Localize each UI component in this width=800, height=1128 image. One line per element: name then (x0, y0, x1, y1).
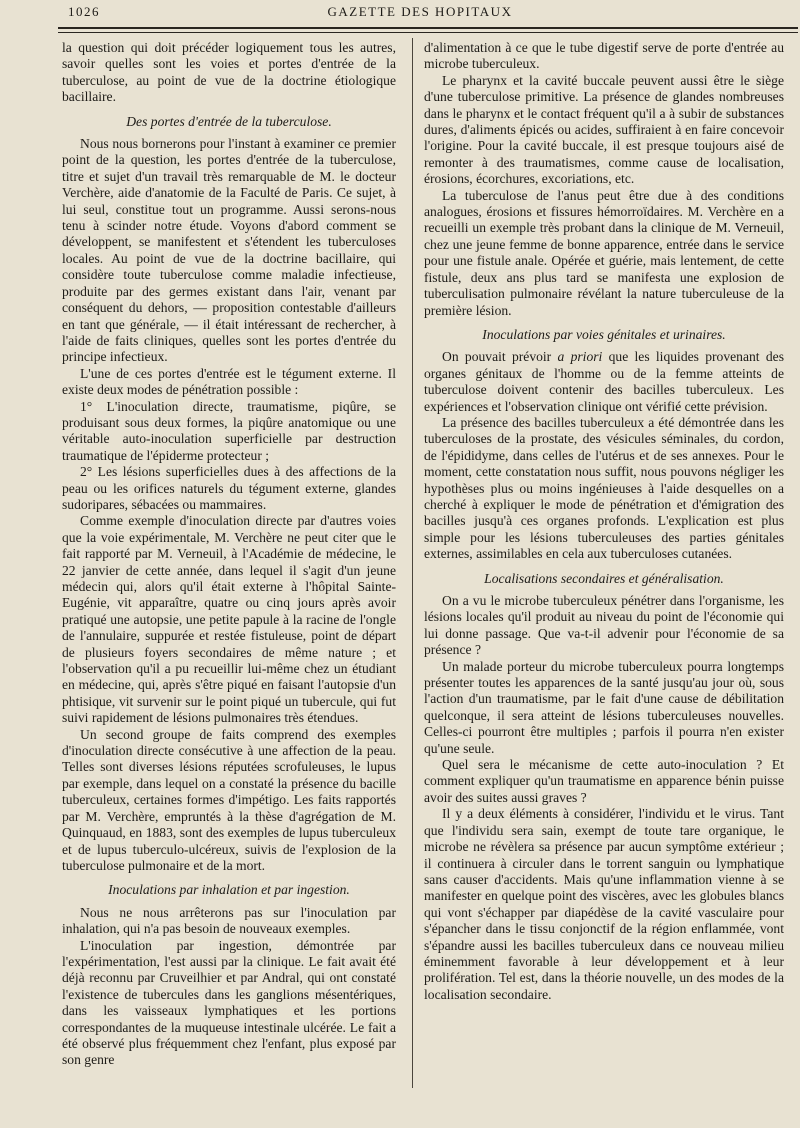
paragraph: La présence des bacilles tuberculeux a été démontrée dans les tuberculoses de la prostate, des vésicules séminales, du cordon, de l'épididyme, dans celles de l'utérus et de ses annexes. Pour le moment, cette constatation nous suffit, nous pouvons négliger les hypothèses plus ou moins ingénieuses à l'aide desquelles on a cherché à expliquer le mode de pénétration et d'émigration des bacilles jusqu'à ces organes profonds. L'explication est plus simple pour les lésions tuberculeuses des parties génitales externes, assimilables en cela aux tuberculoses cutanées. (424, 414, 784, 562)
section-heading: Localisations secondaires et généralisation. (484, 570, 724, 586)
text-run: que les liquides provenant des organes génitaux de l'homme ou de la femme atteints de tuberculose doivent contenir des bacilles tuberculeux. Les expériences et l'observation clinique ont vérifié cette prévision. (424, 349, 784, 414)
paragraph: Un malade porteur du microbe tuberculeux pourra longtemps présenter toutes les apparences de la santé jusqu'au jour où, sous l'action d'un traumatisme, par le fait d'une cause de débilitation quelconque, il sera atteint de lésions tuberculeuses nouvelles. Celles-ci pourront être multiples ; parfois il pourra n'en exister qu'une seule. (424, 658, 784, 756)
paragraph: 2° Les lésions superficielles dues à des affections de la peau ou les orifices naturels du tégument externe, glandes sudoripares, sébacées ou mammaires. (62, 464, 396, 512)
paragraph: Nous ne nous arrêterons pas sur l'inoculation par inhalation, qui n'a pas besoin de nouveaux exemples. (62, 904, 396, 937)
page-header (60, 2, 780, 26)
paragraph: On a vu le microbe tuberculeux pénétrer dans l'organisme, les lésions locales qu'il produit au niveau du point de l'économie qui lui donne passage. Que va-t-il advenir pour l'économie de sa présence ? (424, 593, 784, 658)
header-rule-thick (58, 27, 798, 29)
paragraph: Le pharynx et la cavité buccale peuvent aussi être le siège d'une tuberculose primitive. La présence de glandes nombreuses dans le pharynx et le contact fréquent qu'il a à subir de substances dures, d'aliments épicés ou acides, suffiraient à en faire concevoir l'origine. Pour la cavité buccale, il est presque toujours aisé de remonter à des traumatismes, comme cause de localisation, érosions, écorchures, excoriations, etc. (424, 72, 784, 187)
right-column (424, 40, 784, 1003)
paragraph: Comme exemple d'inoculation directe par d'autres voies que la voie expérimentale, M. Verchère ne peut citer que le fait rapporté par M. Verneuil, à l'Académie de médecine, le 22 janvier de cette année, dans lequel il s'agit d'un jeune médecin qui, alors qu'il était externe à l'hôpital Sainte-Eugénie, vit apparaître, quatre ou cinq jours après avoir pratiqué une autopsie, une petite papule à la racine de l'ongle de l'annulaire, suppurée et restée fistuleuse, point de départ de plusieurs foyers secondaires de même nature ; et l'observation qu'il a pu recueillir lui-même chez un étudiant en médecine, qui, après s'être piqué en faisant l'autopsie d'un phtisique, vit survenir sur le point piqué un tubercule, qui fut suivi rapidement de lésions pulmonaires très étendues. (62, 513, 396, 726)
section-heading: Inoculations par voies génitales et urinaires. (482, 326, 726, 342)
paragraph: 1° L'inoculation directe, traumatisme, piqûre, se produisant sous deux formes, la piqûre anatomique ou une véritable auto-inoculation superficielle par destruction traumatique de l'épiderme protecteur ; (62, 398, 396, 463)
paragraph: La tuberculose de l'anus peut être due à des conditions analogues, érosions et fissures hémorroïdaires. M. Verchère en a recueilli un exemple très probant dans la clinique de M. Verneuil, chez une jeune femme de bonne apparence, entrée dans le service pour une fistule anale. Opérée et guérie, mais lentement, de cette fistule, deux ans plus tard se manifesta une explosion de tuberculisation pulmonaire révélant la nature tuberculeuse de la première lésion. (424, 187, 784, 318)
section-heading: Inoculations par inhalation et par ingestion. (108, 882, 350, 898)
text-run: On pouvait prévoir (442, 349, 558, 365)
page-number: 1026 (68, 4, 100, 19)
paragraph: Il y a deux éléments à considérer, l'individu et le virus. Tant que l'individu sera sain, exempt de toute tare organique, le microbe ne révèlera sa présence par aucun symptôme extérieur ; il continuera à circuler dans le torrent sanguin ou lymphatique sans causer d'accidents. Mais qu'une inflammation vienne à se manifester en quelque point des viscères, avec les globules blancs qui vont s'échapper par diapédèse de la cavité vasculaire pour s'épancher dans le tissu conjonctif de la région enflammée, vont s'épandre aussi les bacilles tuberculeux dans ce nouveau milieu éminemment favorable à leur développement et à leur prolifération. Tel est, dans la théorie nouvelle, un des modes de la localisation secondaire. (424, 806, 784, 1002)
journal-title: GAZETTE DES HOPITAUX (327, 4, 513, 19)
paragraph: la question qui doit précéder logiquement tous les autres, savoir quelles sont les voies et portes d'entrée de la tuberculose, au point de vue de la doctrine étiologique bacillaire. (62, 40, 396, 105)
paragraph (424, 349, 784, 415)
paragraph: d'alimentation à ce que le tube digestif serve de porte d'entrée au microbe tuberculeux. (424, 40, 784, 72)
paragraph: Nous nous bornerons pour l'instant à examiner ce premier point de la question, les portes d'entrée de la tuberculose, titre et sujet d'un travail très remarquable de M. le docteur Verchère, aide d'anatomie de la Faculté de Paris. Ce sujet, à lui seul, constitue tout un programme. Aussi serons-nous tenu à scinder notre étude. Voyons d'abord comment se développent, se manifestent et s'étendent les tuberculoses locales. Au point de vue de la doctrine bacillaire, qui considère toute tuberculose comme maladie infectieuse, produite par des germes existant dans l'air, venant par conséquent du dehors, — proposition contestable d'ailleurs en tant que générale, — il était intéressant de rechercher, à l'aide de faits cliniques, quelles sont les portes d'entrée du principe infectieux. (62, 136, 396, 365)
paragraph: Quel sera le mécanisme de cette auto-inoculation ? Et comment expliquer qu'un traumatisme en apparence bénin puisse avoir des suites aussi graves ? (424, 757, 784, 805)
italic-term: a priori (557, 349, 603, 365)
header-rule-thin (58, 32, 798, 33)
paragraph: Un second groupe de faits comprend des exemples d'inoculation directe consécutive à une affection de la peau. Telles sont diverses lésions réputées scrofuleuses, le lupus par exemple, dans lequel on a constaté la présence du bacille tuberculeux, certaines formes d'impétigo. Les faits rapportés par M. Verchère, empruntés à la thèse d'agrégation de M. Quinquaud, en 1883, sont des exemples de lupus tuberculeux et de lupus tuberculo-ulcéreux, suivis de l'explosion de la tuberculose pulmonaire et de la mort. (62, 726, 396, 873)
section-heading: Des portes d'entrée de la tuberculose. (126, 113, 332, 129)
paragraph: L'une de ces portes d'entrée est le tégument externe. Il existe deux modes de pénétration possible : (62, 365, 396, 398)
column-divider (412, 38, 413, 1088)
left-column (62, 40, 396, 1069)
paragraph: L'inoculation par ingestion, démontrée par l'expérimentation, l'est aussi par la clinique. Le fait avait été déjà reconnu par Cruveilhier et par Andral, qui ont constaté l'existence de tubercules dans les ganglions mésentériques, dans les vaisseaux lymphatiques et les portions correspondantes de la muqueuse intestinale ulcérée. Le fait a été observé plus fréquemment chez l'enfant, plus exposé par son genre (62, 937, 396, 1068)
